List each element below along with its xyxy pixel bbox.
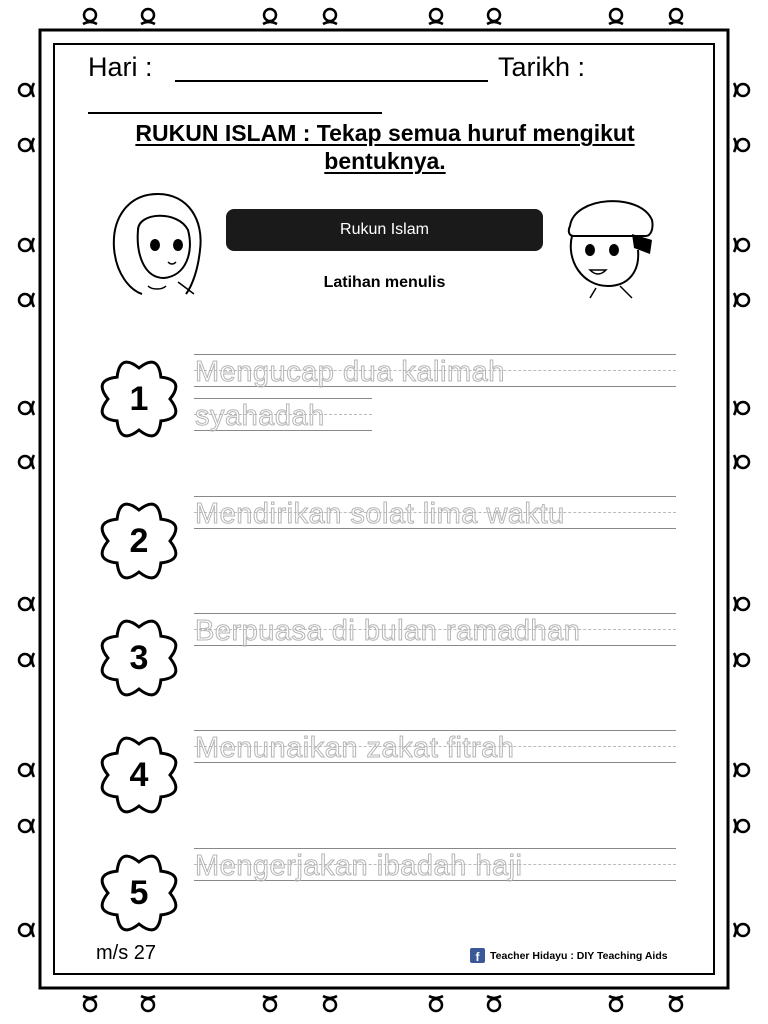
item-number: 1 bbox=[129, 380, 149, 418]
boy-illustration bbox=[560, 190, 660, 300]
credit-text: Teacher Hidayu : DIY Teaching Aids bbox=[490, 949, 668, 962]
facebook-icon: f bbox=[470, 948, 485, 963]
trace-text[interactable]: Mengucap dua kalimah bbox=[195, 356, 505, 388]
item-number: 3 bbox=[129, 639, 149, 677]
page-number: m/s 27 bbox=[96, 942, 157, 964]
item-number: 5 bbox=[129, 874, 149, 912]
girl-illustration bbox=[108, 190, 208, 300]
worksheet-title: RUKUN ISLAM : Tekap semua huruf mengikut bentuknya. bbox=[135, 120, 635, 174]
rukun-islam-banner: Rukun Islam bbox=[226, 209, 543, 251]
writing-guide-line bbox=[194, 848, 676, 849]
writing-guide-line bbox=[194, 398, 372, 399]
tarikh-label: Tarikh : bbox=[498, 52, 586, 82]
writing-guide-line bbox=[194, 730, 676, 731]
item-number: 4 bbox=[129, 756, 149, 794]
trace-text[interactable]: Menunaikan zakat fitrah bbox=[195, 732, 515, 764]
trace-text[interactable]: Mengerjakan ibadah haji bbox=[195, 850, 523, 882]
writing-guide-line bbox=[194, 354, 676, 355]
footer-credit bbox=[470, 948, 668, 963]
trace-text[interactable]: Berpuasa di bulan ramadhan bbox=[195, 615, 581, 647]
writing-guide-line bbox=[194, 613, 676, 614]
item-number: 2 bbox=[129, 522, 149, 560]
writing-guide-line bbox=[194, 496, 676, 497]
trace-text[interactable]: syahadah bbox=[195, 400, 325, 432]
trace-text[interactable]: Mendirikan solat lima waktu bbox=[195, 498, 565, 530]
hari-input-line[interactable] bbox=[175, 80, 488, 82]
latihan-menulis-subtitle: Latihan menulis bbox=[323, 274, 446, 291]
hari-label: Hari : bbox=[88, 52, 153, 82]
tarikh-input-line[interactable] bbox=[88, 112, 382, 114]
